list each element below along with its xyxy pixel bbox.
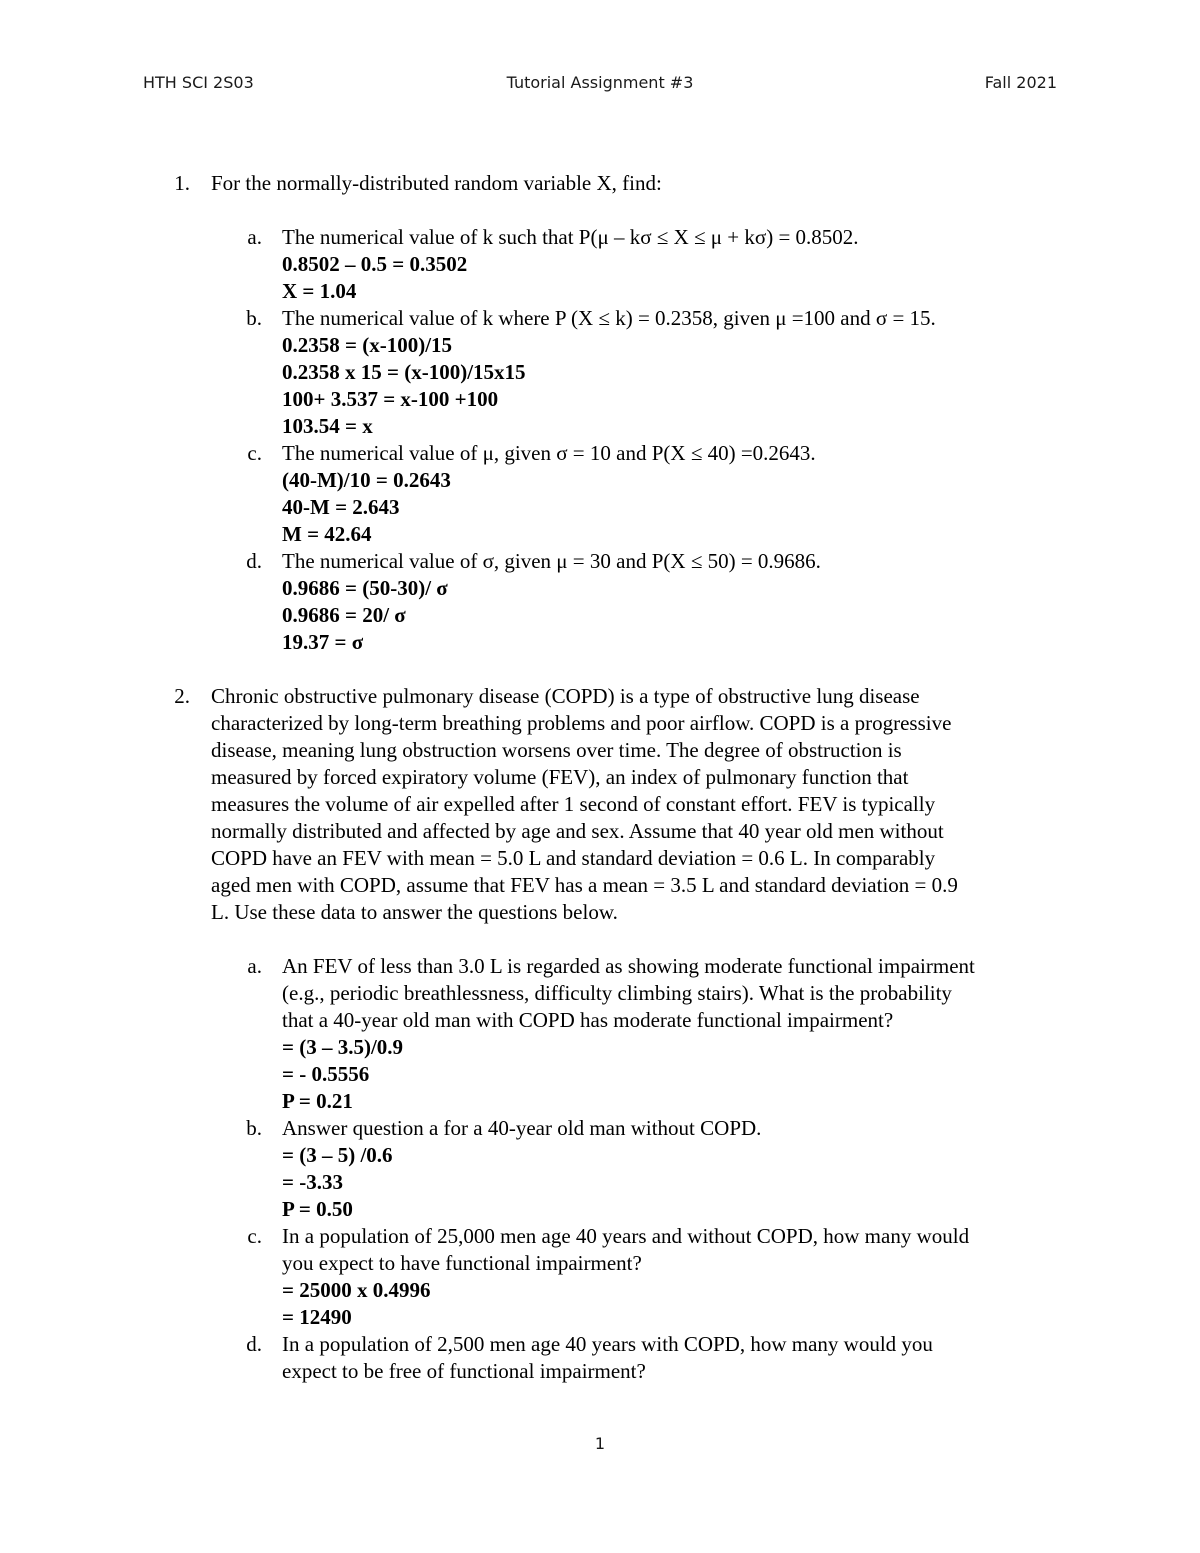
q2-part-d-prompt-line: expect to be free of functional impairment? xyxy=(282,1359,646,1383)
question-2-stem-line: measures the volume of air expelled after 1 second of constant effort. FEV is typically xyxy=(211,792,936,816)
q1-part-a-letter: a. xyxy=(247,225,262,249)
question-2-stem-line: L. Use these data to answer the questions below. xyxy=(211,900,618,924)
q1-part-b-work-line: 0.2358 x 15 = (x-100)/15x15 xyxy=(282,360,526,384)
q1-part-b-letter: b. xyxy=(246,306,262,330)
q2-part-a-prompt-line: that a 40-year old man with COPD has moderate functional impairment? xyxy=(282,1008,894,1032)
q1-part-d-work-line: 19.37 = σ xyxy=(282,630,364,654)
question-1-number: 1. xyxy=(174,171,190,195)
q2-part-b-work-line: = -3.33 xyxy=(282,1170,343,1194)
q1-part-d-letter: d. xyxy=(246,549,262,573)
q2-part-c-prompt-line: In a population of 25,000 men age 40 years and without COPD, how many would xyxy=(282,1224,970,1248)
q2-part-c-work-line: = 25000 x 0.4996 xyxy=(282,1278,431,1302)
page-header xyxy=(0,73,1200,101)
q2-part-b-prompt-line: Answer question a for a 40-year old man without COPD. xyxy=(282,1116,762,1140)
page-number: 1 xyxy=(594,1434,606,1453)
question-2-stem-line: characterized by long-term breathing problems and poor airflow. COPD is a progressive xyxy=(211,711,952,735)
q2-part-c-prompt-line: you expect to have functional impairment? xyxy=(282,1251,642,1275)
q2-part-c-letter: c. xyxy=(247,1224,262,1248)
q1-part-d-work-line: 0.9686 = 20/ σ xyxy=(282,603,406,627)
question-2-stem-line: disease, meaning lung obstruction worsens over time. The degree of obstruction is xyxy=(211,738,902,762)
q1-part-a-work-line: 0.8502 – 0.5 = 0.3502 xyxy=(282,252,468,276)
q2-part-c-work-line: = 12490 xyxy=(282,1305,352,1329)
question-1-stem: For the normally-distributed random variable X, find: xyxy=(211,171,662,195)
q1-part-d-work-line: 0.9686 = (50-30)/ σ xyxy=(282,576,448,600)
q2-part-a-work-line: = - 0.5556 xyxy=(282,1062,370,1086)
question-2-stem-line: Chronic obstructive pulmonary disease (COPD) is a type of obstructive lung disease xyxy=(211,684,920,708)
q1-part-c-letter: c. xyxy=(247,441,262,465)
q1-part-b-work-line: 103.54 = x xyxy=(282,414,373,438)
q1-part-b-work-line: 0.2358 = (x-100)/15 xyxy=(282,333,453,357)
q2-part-a-prompt-line: (e.g., periodic breathlessness, difficulty climbing stairs). What is the probability xyxy=(282,981,952,1005)
q1-part-d-prompt: The numerical value of σ, given μ = 30 and P(X ≤ 50) = 0.9686. xyxy=(282,549,821,573)
question-2-stem-line: COPD have an FEV with mean = 5.0 L and standard deviation = 0.6 L. In comparably xyxy=(211,846,936,870)
header-title: Tutorial Assignment #3 xyxy=(506,73,694,92)
q2-part-b-work-line: P = 0.50 xyxy=(282,1197,353,1221)
q1-part-a-prompt: The numerical value of k such that P(μ – kσ ≤ X ≤ μ + kσ) = 0.8502. xyxy=(282,225,859,249)
q2-part-a-prompt-line: An FEV of less than 3.0 L is regarded as showing moderate functional impairment xyxy=(282,954,975,978)
q2-part-b-work-line: = (3 – 5) /0.6 xyxy=(282,1143,393,1167)
q1-part-b-work-line: 100+ 3.537 = x-100 +100 xyxy=(282,387,499,411)
q1-part-c-work-line: 40-M = 2.643 xyxy=(282,495,400,519)
header-course: HTH SCI 2S03 xyxy=(143,73,254,92)
q1-part-b-prompt: The numerical value of k where P (X ≤ k) = 0.2358, given μ =100 and σ = 15. xyxy=(282,306,936,330)
question-2-stem-line: normally distributed and affected by age and sex. Assume that 40 year old men without xyxy=(211,819,944,843)
q2-part-a-letter: a. xyxy=(247,954,262,978)
q2-part-a-work-line: = (3 – 3.5)/0.9 xyxy=(282,1035,404,1059)
question-2-stem-line: aged men with COPD, assume that FEV has a mean = 3.5 L and standard deviation = 0.9 xyxy=(211,873,958,897)
q1-part-c-work-line: M = 42.64 xyxy=(282,522,372,546)
q2-part-d-letter: d. xyxy=(246,1332,262,1356)
question-2-stem-line: measured by forced expiratory volume (FEV), an index of pulmonary function that xyxy=(211,765,909,789)
q2-part-b-letter: b. xyxy=(246,1116,262,1140)
q1-part-c-prompt: The numerical value of μ, given σ = 10 and P(X ≤ 40) =0.2643. xyxy=(282,441,816,465)
q1-part-c-work-line: (40-M)/10 = 0.2643 xyxy=(282,468,451,492)
question-2-number: 2. xyxy=(174,684,190,708)
q1-part-a-work-line: X = 1.04 xyxy=(282,279,357,303)
q2-part-d-prompt-line: In a population of 2,500 men age 40 years with COPD, how many would you xyxy=(282,1332,933,1356)
q2-part-a-work-line: P = 0.21 xyxy=(282,1089,353,1113)
header-term: Fall 2021 xyxy=(984,73,1057,92)
